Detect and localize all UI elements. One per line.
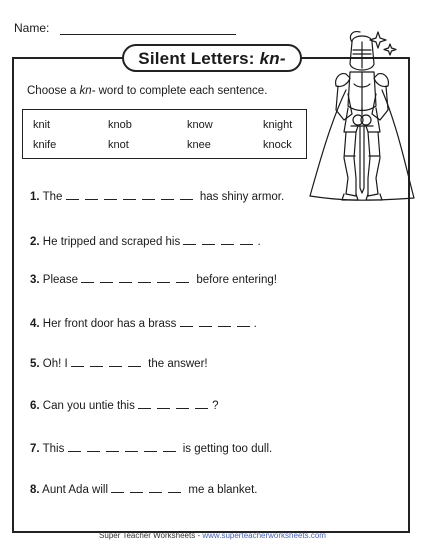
word-bank-item: knee [187,139,211,151]
answer-blank[interactable] [68,442,81,452]
question-text-before: Oh! I [42,358,68,370]
question-text-before: The [42,191,63,203]
answer-blank[interactable] [180,317,193,327]
word-bank-item: knife [33,139,57,151]
answer-blank[interactable] [199,317,212,327]
question-number: 1. [30,191,40,203]
footer [0,531,425,540]
name-line[interactable] [60,34,236,35]
knight-icon [306,28,418,210]
question-text-after: before entering! [196,274,277,286]
word-bank-item: know [187,119,213,131]
answer-blank[interactable] [157,273,170,283]
answer-blank[interactable] [138,399,151,409]
answer-blank[interactable] [109,357,122,367]
title-emphasis: kn- [259,49,286,68]
answer-blank[interactable] [221,235,234,245]
word-bank-item: knit [33,119,51,131]
answer-blank[interactable] [138,273,151,283]
answer-blank[interactable] [218,317,231,327]
answer-blank[interactable] [85,190,98,200]
word-bank-item: knock [263,139,292,151]
answer-blank[interactable] [180,190,193,200]
question-row [30,357,208,370]
question-number: 4. [30,318,40,330]
question-number: 5. [30,358,40,370]
word-bank-item: knight [263,119,293,131]
answer-blank[interactable] [119,273,132,283]
answer-blank[interactable] [125,442,138,452]
question-number: 8. [30,484,40,496]
title-text: Silent Letters: [138,49,260,68]
answer-blank[interactable] [142,190,155,200]
answer-blank[interactable] [176,399,189,409]
answer-blank[interactable] [71,357,84,367]
question-text-after: has shiny armor. [199,191,285,203]
word-bank-item: knot [108,139,129,151]
question-number: 2. [30,236,40,248]
answer-blank[interactable] [130,483,143,493]
instructions-emphasis: kn- [79,85,96,97]
answer-blank[interactable] [149,483,162,493]
answer-blank[interactable] [90,357,103,367]
footer-brand: Super Teacher Worksheets - [99,531,203,540]
question-text-before: He tripped and scraped his [42,236,181,248]
question-text-after: is getting too dull. [182,443,273,455]
question-text-before: Can you untie this [42,400,135,412]
worksheet-title [122,44,302,72]
instructions-after: word to complete each sentence. [95,85,268,97]
question-number: 3. [30,274,40,286]
answer-blank[interactable] [111,483,124,493]
question-text-after: the answer! [148,358,208,370]
answer-blank[interactable] [195,399,208,409]
question-text-after: . [253,318,257,330]
answer-blank[interactable] [66,190,79,200]
question-row [30,273,277,286]
name-label: Name: [14,21,50,35]
answer-blank[interactable] [144,442,157,452]
question-row [30,442,272,455]
answer-blank[interactable] [157,399,170,409]
answer-blank[interactable] [123,190,136,200]
answer-blank[interactable] [161,190,174,200]
footer-url[interactable]: www.superteacherworksheets.com [202,531,326,540]
question-row [30,399,218,412]
question-row [30,317,257,330]
question-row [30,235,261,248]
answer-blank[interactable] [81,273,94,283]
question-number: 6. [30,400,40,412]
answer-blank[interactable] [176,273,189,283]
instructions-before: Choose a [27,85,80,97]
answer-blank[interactable] [128,357,141,367]
question-row [30,190,284,203]
answer-blank[interactable] [104,190,117,200]
answer-blank[interactable] [163,442,176,452]
question-number: 7. [30,443,40,455]
answer-blank[interactable] [100,273,113,283]
question-text-before: This [42,443,65,455]
word-bank [22,109,307,159]
question-text-after: . [257,236,261,248]
question-text-before: Aunt Ada will [42,484,109,496]
answer-blank[interactable] [87,442,100,452]
answer-blank[interactable] [202,235,215,245]
question-text-before: Please [42,274,78,286]
word-bank-item: knob [108,119,132,131]
question-text-after: ? [212,400,219,412]
answer-blank[interactable] [168,483,181,493]
question-row [30,483,257,496]
question-text-after: me a blanket. [188,484,258,496]
answer-blank[interactable] [106,442,119,452]
answer-blank[interactable] [240,235,253,245]
instructions [27,85,267,97]
answer-blank[interactable] [237,317,250,327]
answer-blank[interactable] [183,235,196,245]
question-text-before: Her front door has a brass [42,318,177,330]
